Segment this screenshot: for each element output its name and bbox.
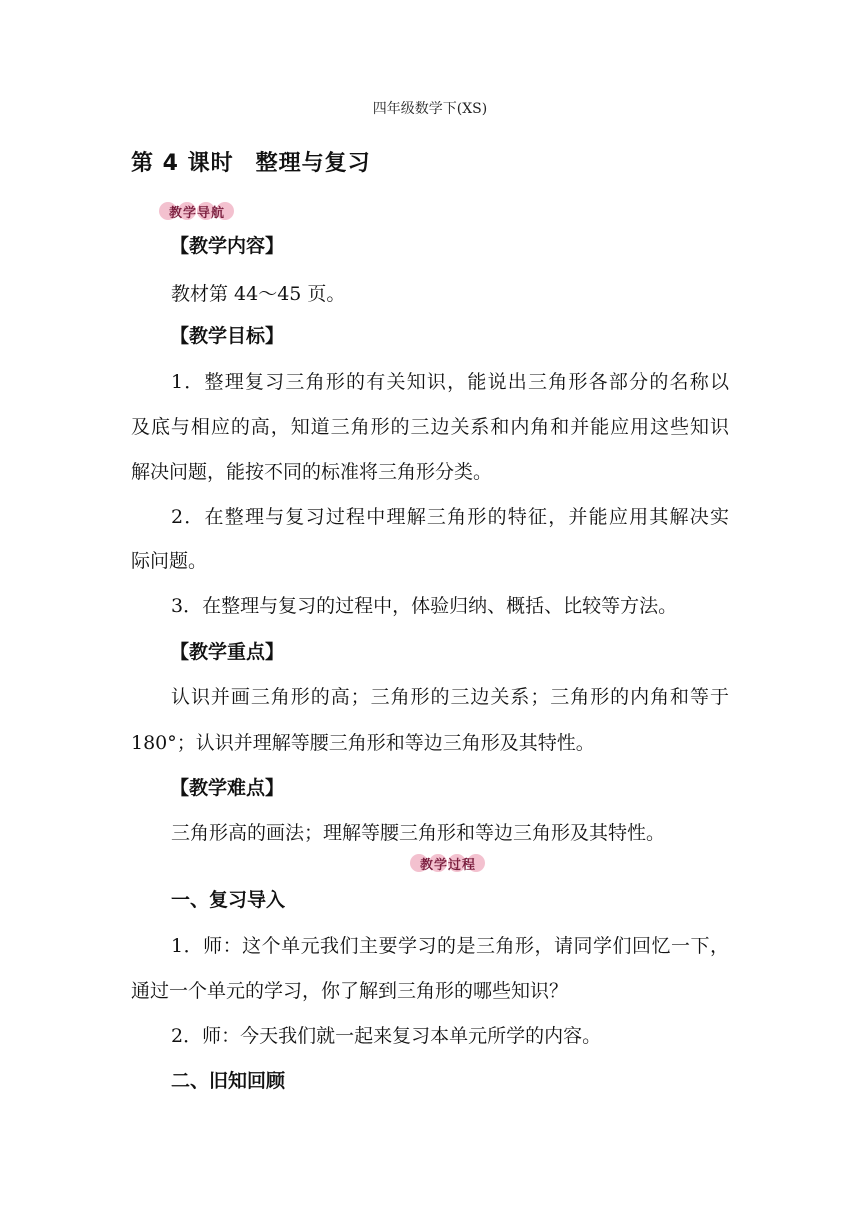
- content-text: 教材第 44～45 页。: [171, 283, 346, 305]
- goal1-line3: 解决问题，能按不同的标准将三角形分类。: [131, 461, 493, 483]
- key-points-line2: 180°；认识并理解等腰三角形和等边三角形及其特性。: [131, 732, 595, 754]
- part2-heading: 二、旧知回顾: [171, 1070, 286, 1092]
- key-points-line1: 认识并画三角形的高；三角形的三边关系；三角形的内角和等于: [171, 686, 729, 708]
- part1-item1-line2: 通过一个单元的学习，你了解到三角形的哪些知识？: [131, 980, 569, 1002]
- lesson-number: 第 4 课时: [131, 151, 234, 176]
- difficult-points-text: 三角形高的画法；理解等腰三角形和等边三角形及其特性。: [171, 822, 666, 844]
- goal1-line1: 1．整理复习三角形的有关知识，能说出三角形各部分的名称以: [171, 371, 729, 393]
- content-heading: 【教学内容】: [170, 235, 285, 257]
- running-header: 四年级数学下(XS): [372, 101, 488, 117]
- badge-label: 教学过程: [419, 857, 476, 873]
- goal3: 3．在整理与复习的过程中，体验归纳、概括、比较等方法。: [171, 595, 678, 617]
- part1-item2: 2．师：今天我们就一起来复习本单元所学的内容。: [171, 1025, 602, 1047]
- goals-heading: 【教学目标】: [170, 325, 285, 347]
- key-points-heading: 【教学重点】: [170, 641, 285, 663]
- teaching-process-badge: [408, 852, 488, 874]
- goal2-line1: 2．在整理与复习过程中理解三角形的特征，并能应用其解决实: [171, 506, 729, 528]
- goal1-line2: 及底与相应的高，知道三角形的三边关系和内角和并能应用这些知识: [131, 416, 729, 438]
- part1-item1-line1: 1．师：这个单元我们主要学习的是三角形，请同学们回忆一下，: [171, 935, 729, 957]
- lesson-topic: 整理与复习: [255, 151, 371, 176]
- part1-heading: 一、复习导入: [171, 889, 286, 911]
- difficult-points-heading: 【教学难点】: [170, 777, 285, 799]
- badge-label: 教学导航: [168, 205, 225, 221]
- goal2-line2: 际问题。: [131, 550, 208, 572]
- teaching-navigation-badge: [157, 200, 237, 222]
- lesson-title: [131, 146, 371, 177]
